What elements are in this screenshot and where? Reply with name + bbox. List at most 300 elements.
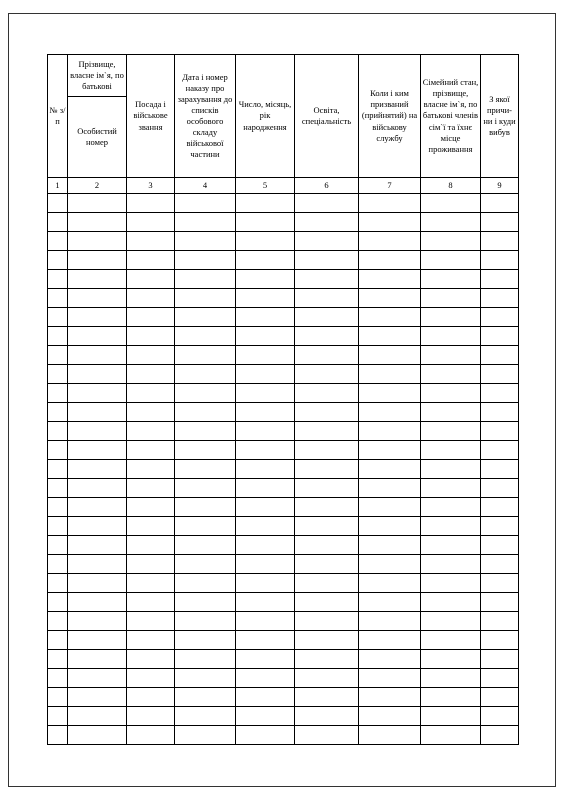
table-cell [127,593,175,612]
table-cell [127,365,175,384]
table-cell [175,574,236,593]
table-cell [481,327,519,346]
table-cell [421,384,481,403]
table-cell [175,422,236,441]
header-num: № з/п [48,55,68,178]
table-cell [481,232,519,251]
table-cell [481,365,519,384]
table-cell [481,517,519,536]
table-cell [48,726,68,745]
table-row [48,688,519,707]
table-cell [295,289,359,308]
table-cell [48,688,68,707]
table-cell [68,669,127,688]
table-cell [48,346,68,365]
column-number: 7 [359,178,421,194]
table-row [48,327,519,346]
table-cell [175,536,236,555]
table-cell [295,688,359,707]
table-cell [481,441,519,460]
table-row [48,422,519,441]
table-cell [127,517,175,536]
table-cell [48,327,68,346]
table-cell [48,536,68,555]
table-cell [359,498,421,517]
table-cell [175,460,236,479]
table-cell [127,612,175,631]
table-cell [48,308,68,327]
table-cell [359,517,421,536]
table-cell [48,232,68,251]
table-cell [68,650,127,669]
table-cell [68,251,127,270]
table-row [48,555,519,574]
table-row [48,612,519,631]
table-cell [295,669,359,688]
table-cell [421,517,481,536]
table-cell [359,574,421,593]
table-cell [421,650,481,669]
table-cell [359,593,421,612]
table-cell [236,365,295,384]
table-cell [481,270,519,289]
table-cell [481,384,519,403]
table-cell [68,232,127,251]
table-cell [175,327,236,346]
table-cell [175,650,236,669]
table-cell [236,270,295,289]
table-cell [68,327,127,346]
table-cell [48,593,68,612]
table-cell [481,194,519,213]
table-cell [421,669,481,688]
table-cell [175,441,236,460]
table-row [48,270,519,289]
table-cell [236,327,295,346]
table-cell [359,289,421,308]
table-cell [295,365,359,384]
table-cell [236,194,295,213]
table-cell [236,308,295,327]
table-cell [175,346,236,365]
table-cell [68,460,127,479]
table-cell [421,346,481,365]
table-cell [295,612,359,631]
table-cell [127,574,175,593]
table-cell [295,479,359,498]
table-cell [68,346,127,365]
table-cell [48,555,68,574]
table-cell [175,517,236,536]
table-row [48,441,519,460]
table-cell [295,650,359,669]
table-cell [359,460,421,479]
table-cell [421,479,481,498]
table-row [48,574,519,593]
table-cell [481,289,519,308]
table-cell [236,289,295,308]
table-cell [295,422,359,441]
table-cell [68,308,127,327]
table-cell [48,365,68,384]
table-cell [175,631,236,650]
header-conscription: Коли і ким призваний (прийнятий) на військову службу [359,55,421,178]
table-cell [481,631,519,650]
table-cell [175,308,236,327]
table-cell [295,707,359,726]
table-cell [236,232,295,251]
table-row [48,460,519,479]
table-cell [48,498,68,517]
table-cell [359,194,421,213]
table-cell [236,593,295,612]
table-cell [127,403,175,422]
table-cell [68,688,127,707]
table-cell [68,270,127,289]
table-cell [68,422,127,441]
table-row [48,403,519,422]
table-cell [175,479,236,498]
table-cell [127,688,175,707]
table-cell [236,555,295,574]
table-cell [295,384,359,403]
table-cell [359,726,421,745]
table-cell [127,289,175,308]
table-cell [68,365,127,384]
table-cell [359,346,421,365]
table-cell [48,650,68,669]
table-cell [295,441,359,460]
table-cell [359,479,421,498]
table-cell [236,726,295,745]
table-cell [359,384,421,403]
table-cell [421,403,481,422]
table-cell [68,194,127,213]
table-row [48,308,519,327]
table-cell [175,593,236,612]
table-cell [48,194,68,213]
table-cell [68,441,127,460]
table-cell [481,498,519,517]
table-cell [481,422,519,441]
table-row [48,232,519,251]
table-cell [68,536,127,555]
table-cell [127,270,175,289]
table-cell [175,365,236,384]
table-cell [175,707,236,726]
header-education: Освіта, спеціальність [295,55,359,178]
table-cell [236,688,295,707]
header-position-rank: Посада і військове звання [127,55,175,178]
table-cell [48,213,68,232]
table-cell [421,270,481,289]
table-cell [48,441,68,460]
table-cell [236,536,295,555]
table-cell [48,289,68,308]
table-cell [127,536,175,555]
table-row [48,517,519,536]
table-cell [68,726,127,745]
table-row [48,726,519,745]
table-cell [421,593,481,612]
table-cell [127,669,175,688]
table-cell [295,270,359,289]
table-row [48,365,519,384]
table-cell [481,536,519,555]
table-cell [175,270,236,289]
table-cell [127,232,175,251]
table-cell [295,726,359,745]
table-cell [175,213,236,232]
table-cell [295,498,359,517]
table-cell [421,422,481,441]
table-cell [481,612,519,631]
table-cell [421,441,481,460]
table-cell [295,555,359,574]
table-cell [236,346,295,365]
table-cell [481,213,519,232]
table-row [48,593,519,612]
column-number: 2 [68,178,127,194]
table-cell [127,384,175,403]
table-cell [421,574,481,593]
table-cell [359,688,421,707]
table-cell [127,555,175,574]
table-cell [295,346,359,365]
header-birth: Число, місяць, рік народження [236,55,295,178]
table-cell [48,270,68,289]
table-cell [127,346,175,365]
table-cell [359,707,421,726]
table-cell [127,498,175,517]
table-cell [359,422,421,441]
table-cell [236,403,295,422]
table-cell [421,251,481,270]
table-cell [295,194,359,213]
personnel-register-table [47,54,519,745]
table-cell [48,422,68,441]
column-number: 8 [421,178,481,194]
table-cell [421,631,481,650]
table-cell [68,213,127,232]
table-cell [421,213,481,232]
table-cell [295,536,359,555]
table-cell [421,327,481,346]
table-cell [421,289,481,308]
table-cell [48,707,68,726]
table-cell [481,593,519,612]
table-cell [48,479,68,498]
table-cell [421,194,481,213]
table-cell [68,593,127,612]
table-cell [481,650,519,669]
table-cell [68,631,127,650]
table-cell [421,707,481,726]
header-family: Сімейний стан, прізвище, власне ім`я, по батькові членів сім`ї та їхнє місце проживання [421,55,481,178]
table-cell [236,251,295,270]
table-cell [481,479,519,498]
table-cell [175,688,236,707]
table-cell [236,612,295,631]
table-cell [295,403,359,422]
table-cell [359,669,421,688]
table-cell [359,213,421,232]
table-cell [175,498,236,517]
table-cell [68,707,127,726]
table-cell [48,612,68,631]
table-cell [421,536,481,555]
table-cell [68,517,127,536]
table-cell [175,403,236,422]
table-cell [175,612,236,631]
table-cell [295,213,359,232]
table-cell [481,707,519,726]
table-cell [68,403,127,422]
table-cell [236,498,295,517]
table-cell [68,574,127,593]
table-cell [359,650,421,669]
table-cell [481,726,519,745]
table-row [48,479,519,498]
table-cell [68,384,127,403]
table-row [48,650,519,669]
table-cell [48,384,68,403]
table-cell [359,232,421,251]
table-cell [481,403,519,422]
table-cell [481,555,519,574]
table-cell [481,669,519,688]
table-cell [481,308,519,327]
table-cell [48,251,68,270]
table-cell [359,365,421,384]
table-cell [175,251,236,270]
table-cell [481,688,519,707]
table-cell [236,441,295,460]
table-cell [127,707,175,726]
table-cell [127,308,175,327]
table-row [48,213,519,232]
table-cell [421,612,481,631]
table-cell [481,346,519,365]
table-cell [236,631,295,650]
table-cell [236,213,295,232]
table-cell [295,631,359,650]
table-row [48,631,519,650]
table-cell [481,251,519,270]
table-cell [175,669,236,688]
table-cell [295,251,359,270]
table-row [48,707,519,726]
table-cell [127,213,175,232]
table-cell [48,517,68,536]
table-cell [68,498,127,517]
table-cell [127,194,175,213]
table-cell [175,289,236,308]
table-cell [175,384,236,403]
table-cell [481,460,519,479]
table-cell [421,688,481,707]
table-cell [68,289,127,308]
table-cell [421,365,481,384]
table-row [48,669,519,688]
table-cell [175,555,236,574]
table-cell [48,669,68,688]
column-number: 3 [127,178,175,194]
table-cell [295,232,359,251]
table-cell [68,555,127,574]
column-number-row [48,178,519,194]
table-cell [127,631,175,650]
table-cell [421,555,481,574]
table-row [48,384,519,403]
table-cell [421,498,481,517]
table-cell [127,479,175,498]
table-cell [236,574,295,593]
table-cell [236,517,295,536]
header-name: Прізвище, власне ім`я, по батькові [68,55,127,97]
table-cell [127,726,175,745]
table-cell [127,422,175,441]
table-row [48,498,519,517]
table-cell [48,460,68,479]
table-cell [175,232,236,251]
table-cell [421,232,481,251]
table-cell [359,403,421,422]
table-cell [236,707,295,726]
column-number: 5 [236,178,295,194]
table-row [48,289,519,308]
header-personal-number: Особистий номер [68,97,127,178]
table-cell [421,726,481,745]
table-cell [359,251,421,270]
table-cell [359,631,421,650]
header-order: Дата і номер наказу про зарахування до списків особового складу військової частини [175,55,236,178]
table-cell [421,308,481,327]
table-cell [68,479,127,498]
table-cell [295,327,359,346]
table-cell [295,460,359,479]
table-cell [175,194,236,213]
table-cell [421,460,481,479]
column-number: 4 [175,178,236,194]
table-cell [48,631,68,650]
table-cell [127,441,175,460]
table-cell [236,384,295,403]
table-cell [127,460,175,479]
table-cell [295,593,359,612]
table-cell [175,726,236,745]
table-cell [48,403,68,422]
table-row [48,346,519,365]
column-number: 1 [48,178,68,194]
table-cell [359,536,421,555]
table-cell [295,308,359,327]
column-number: 9 [481,178,519,194]
table-cell [236,460,295,479]
table-cell [236,479,295,498]
table-cell [359,555,421,574]
header-reason: З якої причи- ни і куди вибув [481,55,519,178]
table-cell [236,669,295,688]
table-cell [359,308,421,327]
table-cell [295,574,359,593]
table-cell [127,327,175,346]
table-cell [68,612,127,631]
table-row [48,194,519,213]
table-cell [359,612,421,631]
table-row [48,536,519,555]
table-cell [359,327,421,346]
